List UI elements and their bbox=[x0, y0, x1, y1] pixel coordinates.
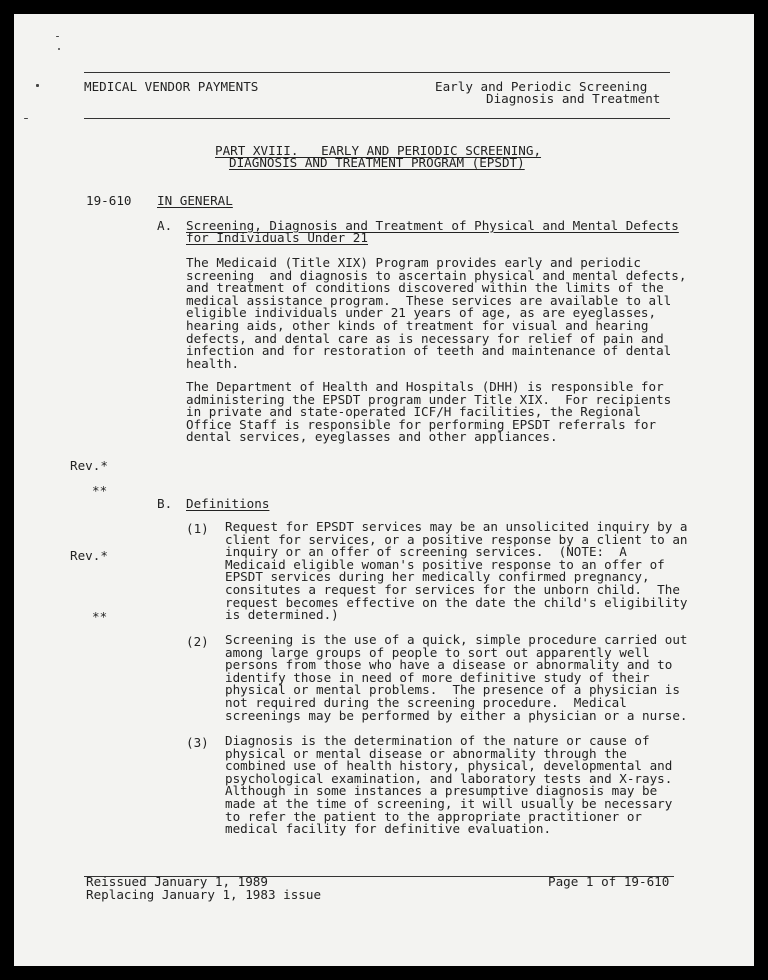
subsection-a-paragraph-1 bbox=[186, 257, 686, 370]
definition-line: combined use of health history, physical, developmental and bbox=[225, 758, 673, 774]
definition-line: inquiry or an offer of screening services. (NOTE: A bbox=[225, 544, 627, 560]
revision-mark: Rev.* bbox=[70, 548, 108, 563]
paragraph-line: eligible individuals under 21 years of age, as are eyeglasses, bbox=[186, 305, 657, 321]
definition-line: made at the time of screening, it will usually be necessary bbox=[225, 795, 673, 811]
part-title-line2: DIAGNOSIS AND TREATMENT PROGRAM (EPSDT) bbox=[229, 155, 525, 170]
definition-line: Although in some instances a presumptive diagnosis may be bbox=[225, 783, 658, 799]
definition-line: Medicaid eligible woman's positive response to an offer of bbox=[225, 556, 665, 572]
definition-line: EPSDT services during her medically confirmed pregnancy, bbox=[225, 569, 650, 585]
paragraph-line: defects, and dental care as is necessary for relief of pain and bbox=[186, 330, 664, 346]
part-title-line1: PART XVIII. EARLY AND PERIODIC SCREENING, bbox=[215, 143, 542, 158]
definition-number: (2) bbox=[186, 634, 209, 649]
paragraph-line: dental services, eyeglasses and other appliances. bbox=[186, 429, 558, 445]
revision-mark: Rev.* bbox=[70, 458, 108, 473]
paragraph-line: and treatment of conditions discovered within the limits of the bbox=[186, 280, 664, 296]
revision-stars: ** bbox=[92, 483, 108, 498]
margin-speck bbox=[36, 84, 39, 87]
definition-line: Screening is the use of a quick, simple procedure carried out bbox=[225, 632, 688, 647]
definition-number: (1) bbox=[186, 521, 209, 536]
document-page bbox=[14, 14, 754, 966]
definition-diagnosis bbox=[225, 735, 672, 836]
paragraph-line: administering the EPSDT program under Title XIX. For recipients bbox=[186, 391, 672, 407]
definition-line: Diagnosis is the determination of the nature or cause of bbox=[225, 733, 650, 748]
footer-reissued: Reissued January 1, 1989 bbox=[86, 874, 268, 889]
definition-line: persons from those who have a disease or abnormality and to bbox=[225, 657, 673, 673]
definition-line: medical facility for definitive evaluation. bbox=[225, 821, 552, 837]
margin-speck bbox=[56, 36, 59, 37]
margin-speck bbox=[24, 118, 28, 119]
definition-line: physical or mental disease or abnormality through the bbox=[225, 745, 627, 761]
subsection-b-heading: Definitions bbox=[186, 496, 270, 511]
paragraph-line: medical assistance program. These services are available to all bbox=[186, 292, 672, 308]
paragraph-line: The Medicaid (Title XIX) Program provides early and periodic bbox=[186, 255, 641, 270]
paragraph-line: infection and for restoration of teeth and maintenance of dental bbox=[186, 343, 672, 359]
paragraph-line: screening and diagnosis to ascertain physical and mental defects, bbox=[186, 267, 687, 283]
definition-line: among large groups of people to sort out apparently well bbox=[225, 644, 650, 660]
header-right-line1: Early and Periodic Screening bbox=[435, 79, 648, 94]
section-number: 19-610 bbox=[86, 193, 132, 208]
margin-speck bbox=[58, 48, 60, 50]
header-left-title: MEDICAL VENDOR PAYMENTS bbox=[84, 79, 259, 94]
definition-line: screenings may be performed by either a physician or a nurse. bbox=[225, 707, 688, 723]
subsection-a-letter: A. bbox=[157, 218, 173, 233]
paragraph-line: health. bbox=[186, 355, 240, 371]
footer-page-number: Page 1 of 19-610 bbox=[548, 874, 670, 889]
footer-replacing: Replacing January 1, 1983 issue bbox=[86, 887, 322, 902]
paragraph-line: Office Staff is responsible for performing EPSDT referrals for bbox=[186, 416, 657, 432]
subsection-a-paragraph-2 bbox=[186, 381, 671, 444]
subsection-a-heading-line1: Screening, Diagnosis and Treatment of Physical and Mental Defects bbox=[186, 218, 679, 233]
definition-line: client for services, or a positive response by a client to an bbox=[225, 531, 688, 547]
paragraph-line: The Department of Health and Hospitals (DHH) is responsible for bbox=[186, 379, 664, 394]
revision-stars: ** bbox=[92, 609, 108, 624]
section-heading: IN GENERAL bbox=[157, 193, 233, 208]
definition-line: identify those in need of more definitive study of their bbox=[225, 669, 650, 685]
definition-screening bbox=[225, 634, 688, 722]
definition-line: Request for EPSDT services may be an unsolicited inquiry by a bbox=[225, 519, 688, 534]
definition-line: request becomes effective on the date the child's eligibility bbox=[225, 594, 688, 610]
definition-number: (3) bbox=[186, 735, 209, 750]
definition-request-for-epsdt bbox=[225, 521, 688, 622]
definition-line: to refer the patient to the appropriate practitioner or bbox=[225, 808, 643, 824]
header-bottom-rule bbox=[84, 118, 670, 119]
header-right-line2: Diagnosis and Treatment bbox=[486, 91, 661, 106]
definition-line: is determined.) bbox=[225, 607, 339, 623]
header-top-rule bbox=[84, 72, 670, 73]
paragraph-line: hearing aids, other kinds of treatment for visual and hearing bbox=[186, 317, 649, 333]
subsection-a-heading-line2: for Individuals Under 21 bbox=[186, 230, 368, 245]
definition-line: physical or mental problems. The presence of a physician is bbox=[225, 682, 680, 698]
definition-line: consitutes a request for services for the unborn child. The bbox=[225, 581, 680, 597]
subsection-b-letter: B. bbox=[157, 496, 173, 511]
definition-line: psychological examination, and laboratory tests and X-rays. bbox=[225, 770, 673, 786]
definition-line: not required during the screening procedure. Medical bbox=[225, 694, 627, 710]
paragraph-line: in private and state-operated ICF/H facilities, the Regional bbox=[186, 404, 641, 420]
